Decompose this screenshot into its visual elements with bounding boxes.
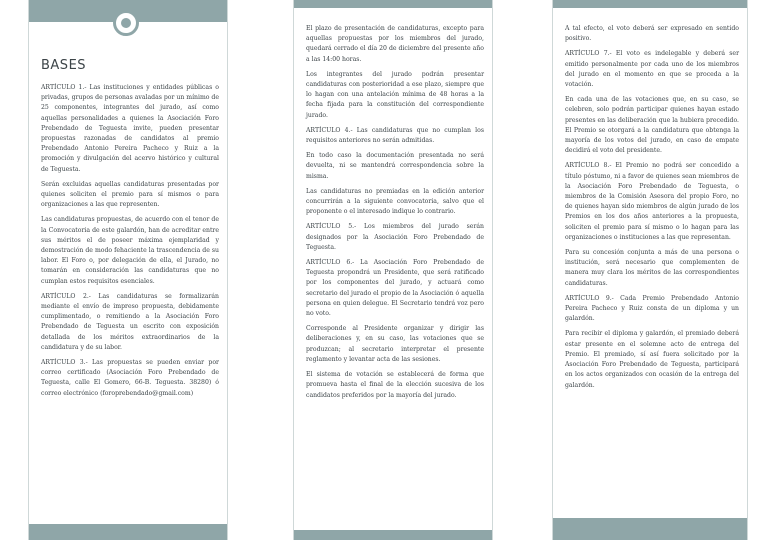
page-title: BASES [41, 58, 87, 73]
paragraph: Los integrantes del jurado podrán presentar candidaturas con posterioridad a ese plazo, siempre que lo hagan con una antelación mínima de 48 horas a la fecha fijada para la constitución del correspondiente jurado. [306, 70, 484, 119]
panel1-text [41, 83, 219, 404]
paragraph: ARTÍCULO 1.- Las instituciones y entidades públicas o privadas, grupos de personas avaladas por un mínimo de 25 componentes, integrantes del jurado, así como aquellas personalidades a quienes la Asociación Foro Prebendado de Teguesta invite, pueden presentar propuestas razonadas de candidatos al premio Prebendado Antonio Pereira Pacheco y Ruiz a la promoción y divulgación del acervo histórico y cultural de Teguesta. [41, 84, 219, 173]
paragraph: ARTÍCULO 6.- La Asociación Foro Prebendado de Teguesta propondrá un Presidente, que será ratificado por los componentes del jurado, y actuará como secretario del jurado el propio de la Asociación ó aquella persona en quien delegue. El Secretario tendrá voz pero no voto. [306, 259, 484, 318]
paragraph: Las candidaturas propuestas, de acuerdo con el tenor de la Convocatoria de este galardón, han de acreditar entre sus méritos el de poseer máxima ejemplaridad y demostración de modo fehaciente la trascendencia de su labor. El Foro o, por delegación de ella, el Jurado, no tomarán en consideración las candidaturas que no cumplan estos requisitos esenciales. [41, 216, 219, 285]
panel3-text [565, 24, 739, 396]
paragraph: A tal efecto, el voto deberá ser expresado en sentido positivo. [565, 25, 739, 43]
circle-ornament-icon [113, 10, 139, 36]
bottom-band [294, 530, 492, 540]
left-panel [28, 0, 228, 540]
paragraph: Para recibir el diploma y galardón, el premiado deberá estar presente en el solemne acto de entrega del Premio. El premiado, sí así fuera solicitado por la Asociación Foro Prebendado de Teguesta, participará en los actos organizados con ocasión de la entrega del galardón. [565, 330, 739, 389]
paragraph: Serán excluidas aquellas candidaturas presentadas por quienes soliciten el premio para sí mismos o para organizaciones a las que representen. [41, 180, 219, 209]
paragraph: ARTÍCULO 8.- El Premio no podrá ser concedido a título póstumo, ni a favor de quienes sean miembros de la Asociación Foro Prebendado de Teguesta, o miembros de la Comisión Asesora del propio Foro, no de quienes hayan sido miembros de algún jurado de los Premios en los dos años anteriores a la propuesta, soliciten el premio para sí mismo o lo hagan para las organizaciones o instituciones a las que representan. [565, 162, 739, 241]
panel2-text [306, 24, 484, 406]
paragraph: Corresponde al Presidente organizar y dirigir las deliberaciones y, en su caso, las votaciones que se produzcan; al secretario interpretar el presente reglamento y levantar acta de las sesiones. [306, 325, 484, 363]
paragraph: ARTÍCULO 2.- Las candidaturas se formalizarán mediante el envío de impreso propuesta, debidamente cumplimentado, o remitiendo a la Asociación Foro Prebendado de Teguesta un escrito con exposición detallada de los méritos extraordinarios de la candidatura y de su labor. [41, 292, 219, 351]
bottom-band [29, 524, 227, 540]
bottom-band [553, 518, 747, 540]
paragraph: ARTÍCULO 3.- Las propuestas se pueden enviar por correo certificado (Asociación Foro Prebendado de Teguesta, calle El Gomero, 66-B. Teguesta. 38280) ó correo electrónico (foroprebendado@gmail.com) [41, 359, 219, 397]
paragraph: ARTÍCULO 9.- Cada Premio Prebendado Antonio Pereira Pacheco y Ruiz consta de un diploma y un galardón. [565, 294, 739, 323]
paragraph: En todo caso la documentación presentada no será devuelta, ni se mantendrá correspondencia sobre la misma. [306, 152, 484, 180]
paragraph: ARTÍCULO 4.- Las candidaturas que no cumplan los requisitos anteriores no serán admitidas. [306, 126, 484, 145]
paragraph: Para su concesión conjunta a más de una persona o institución, será necesario que complementen de manera muy clara los méritos de las correspondientes candidaturas. [565, 249, 739, 287]
paragraph: En cada una de las votaciones que, en su caso, se celebren, solo podrán participar quienes hayan estado presentes en las deliberación que la hubiera precedido. El Premio se otorgará a la candidatura que obtenga la mayoría de los votos del jurado, en caso de empate decidirá el voto del presidente. [565, 96, 739, 155]
paragraph: El plazo de presentación de candidaturas, excepto para aquellas propuestas por los miembros del jurado, quedará cerrado el día 20 de diciembre del presente año a las 14:00 horas. [306, 25, 484, 63]
paragraph: ARTÍCULO 7.- El voto es indelegable y deberá ser emitido personalmente por cada uno de los miembros del jurado en el momento en que se proceda a la votación. [565, 50, 739, 89]
top-band [294, 0, 492, 8]
paragraph: ARTÍCULO 5.- Los miembros del jurado serán designados por la Asociación Foro Prebendado de Teguesta. [306, 223, 484, 251]
paragraph: El sistema de votación se establecerá de forma que promueva hasta el final de la elección sucesiva de los candidatos preferidos por la mayoría del jurado. [306, 371, 484, 399]
right-panel [552, 0, 748, 540]
middle-panel [293, 0, 493, 540]
paragraph: Las candidaturas no premiadas en la edición anterior concurrirán a la siguiente convocatoria, salvo que el proponente o el interesado indique lo contrario. [306, 187, 484, 216]
top-band [553, 0, 747, 8]
